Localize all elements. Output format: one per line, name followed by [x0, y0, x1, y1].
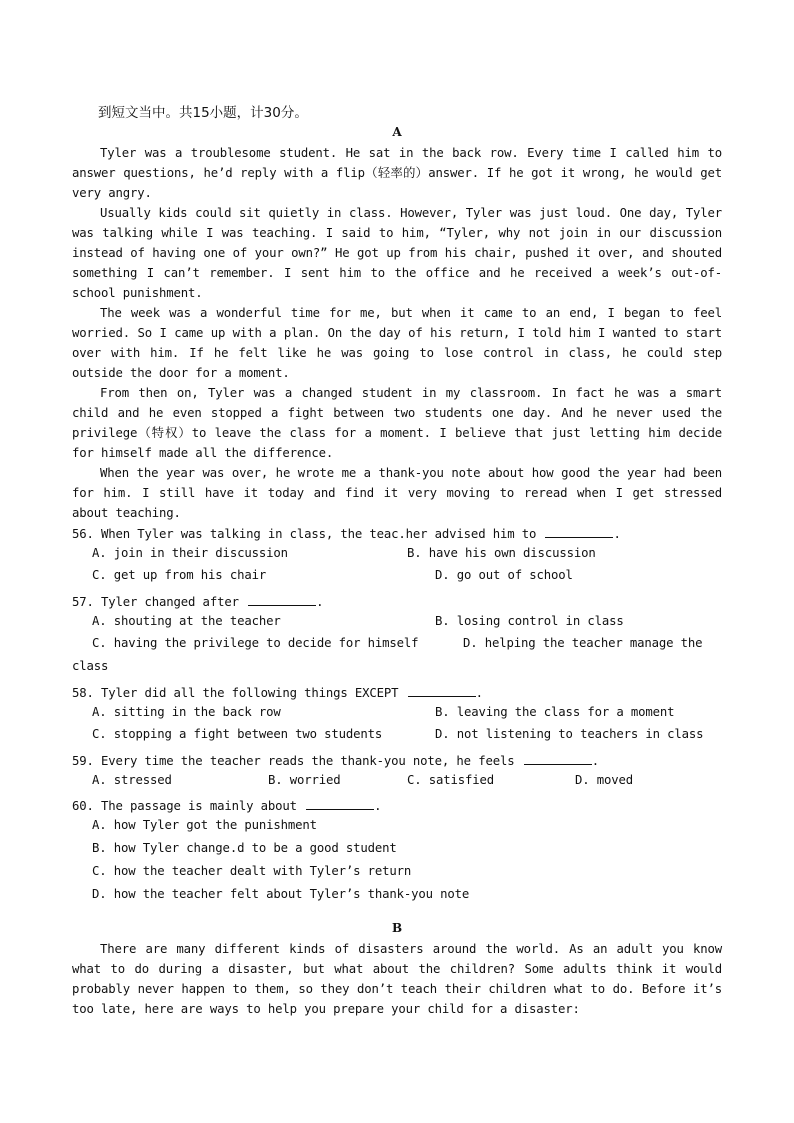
option-a: A. join in their discussion: [92, 546, 288, 560]
question-56: 56. When Tyler was talking in class, the teac.her advised him to .: [72, 527, 621, 541]
option-a: A. shouting at the teacher: [92, 614, 281, 628]
answer-blank: [408, 684, 476, 697]
option-d: D. how the teacher felt about Tyler’s thank-you note: [92, 887, 470, 901]
answer-blank: [306, 797, 374, 810]
question-stem: 57. Tyler changed after: [72, 595, 239, 609]
passage-a-paragraph: From then on, Tyler was a changed student in my classroom. In fact he was a smart child and he even stopped a fight between two students one day. And he never used the privilege（特权）to leave the class for a moment. I believe that just letting him decide for himself made all the difference.: [72, 386, 722, 460]
passage-b: [72, 939, 722, 1019]
answer-blank: [545, 525, 613, 538]
option-d: D. go out of school: [435, 568, 573, 582]
option-c: C. how the teacher dealt with Tyler’s return: [92, 864, 412, 878]
option-b: B. leaving the class for a moment: [435, 705, 675, 719]
option-c: C. get up from his chair: [92, 568, 267, 582]
option-b: B. worried: [268, 773, 341, 787]
question-stem: 60. The passage is mainly about: [72, 799, 297, 813]
option-a: A. stressed: [92, 773, 172, 787]
question-57: 57. Tyler changed after .: [72, 595, 324, 609]
passage-a-paragraph: Tyler was a troublesome student. He sat in the back row. Every time I called him to answer questions, he’d reply with a flip（轻率的）answer. If he got it wrong, he would get very angry.: [72, 146, 722, 200]
section-intro: 到短文当中。共15小题，计30分。: [98, 105, 308, 121]
option-d-continuation: class: [72, 659, 109, 673]
question-stem: 59. Every time the teacher reads the thank-you note, he feels: [72, 754, 515, 768]
question-stem: 56. When Tyler was talking in class, the teac.her advised him to: [72, 527, 537, 541]
option-a: A. sitting in the back row: [92, 705, 281, 719]
passage-b-paragraph: There are many different kinds of disasters around the world. As an adult you know what to do during a disaster, but what about the children? Some adults think it would probably never happen to them, so they don’t teach their children what to do. Before it’s too late, here are ways to help you prepare your child for a disaster:: [72, 942, 722, 1016]
question-60: 60. The passage is mainly about .: [72, 799, 382, 813]
section-b-title: B: [392, 921, 402, 935]
question-58: 58. Tyler did all the following things EXCEPT .: [72, 686, 483, 700]
option-c: C. having the privilege to decide for himself: [92, 636, 419, 650]
answer-blank: [248, 593, 316, 606]
option-c: C. stopping a fight between two students: [92, 727, 383, 741]
answer-blank: [524, 752, 592, 765]
option-d: D. helping the teacher manage the: [463, 636, 703, 650]
passage-a-paragraph: Usually kids could sit quietly in class. However, Tyler was just loud. One day, Tyler was talking while I was teaching. I said to him, “Tyler, why not join in our discussion instead of having one of your own?” He got up from his chair, pushed it over, and shouted something I can’t remember. I sent him to the office and he received a week’s out-of-school punishment.: [72, 206, 722, 300]
passage-a-paragraph: The week was a wonderful time for me, but when it came to an end, I began to feel worried. So I came up with a plan. On the day of his return, I told him I wanted to start over with him. If he felt like he was going to lose control in class, he could step outside the door for a moment.: [72, 306, 722, 380]
option-d: D. not listening to teachers in class: [435, 727, 704, 741]
option-a: A. how Tyler got the punishment: [92, 818, 317, 832]
section-a-title: A: [392, 125, 402, 139]
option-d: D. moved: [575, 773, 634, 787]
question-stem: 58. Tyler did all the following things EXCEPT: [72, 686, 399, 700]
option-b: B. how Tyler change.d to be a good student: [92, 841, 397, 855]
option-b: B. have his own discussion: [407, 546, 596, 560]
passage-a-paragraph: When the year was over, he wrote me a thank-you note about how good the year had been for him. I still have it today and find it very moving to reread when I get stressed about teaching.: [72, 466, 722, 520]
passage-a: [72, 143, 722, 523]
option-c: C. satisfied: [407, 773, 495, 787]
option-b: B. losing control in class: [435, 614, 624, 628]
question-59: 59. Every time the teacher reads the thank-you note, he feels .: [72, 754, 599, 768]
